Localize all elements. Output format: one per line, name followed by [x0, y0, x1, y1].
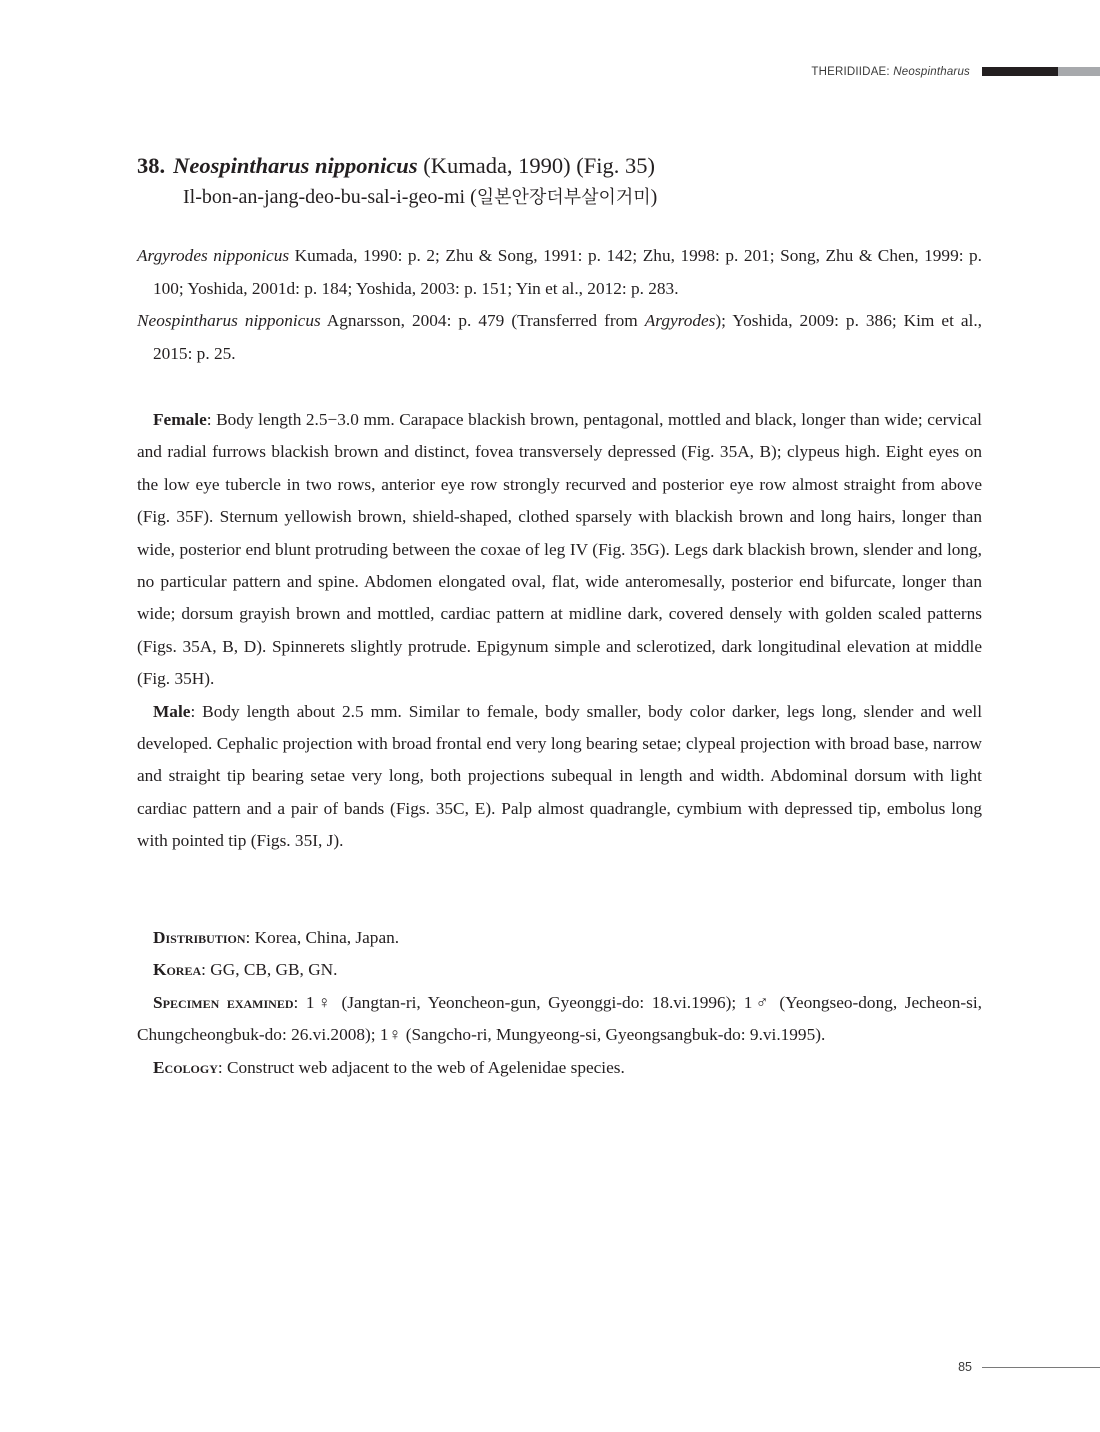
heading-line-1 — [137, 150, 997, 182]
distribution-label: Distribution — [153, 928, 246, 947]
description — [137, 404, 982, 858]
korea-text: : GG, CB, GB, GN. — [201, 960, 338, 980]
korea-paragraph — [137, 954, 982, 986]
synonym-references-cont: ); Yoshida, 2009: p. 386; Kim et al., 2015: p. 25. — [153, 311, 982, 363]
running-head-family: THERIDIIDAE: — [811, 66, 894, 78]
synonym-references: Kumada, 1990: p. 2; Zhu & Song, 1991: p. 142; Zhu, 1998: p. 201; Song, Zhu & Chen, 1999: p. 100; Yoshida, 2001d: p. 184; Yoshida, 2003: p. 151; Yin et al., 2012: p. 283. — [153, 246, 982, 298]
synonym-references: Agnarsson, 2004: p. 479 (Transferred from — [320, 311, 645, 330]
header-bar-grey — [1058, 67, 1100, 76]
synonymy-entry — [137, 240, 982, 305]
synonym-name: Argyrodes nipponicus — [137, 246, 290, 265]
specimen-paragraph — [137, 987, 982, 1052]
female-description — [137, 404, 982, 696]
records-section — [137, 922, 982, 1084]
heading-line-2 — [183, 182, 997, 213]
ecology-label: Ecology — [153, 1057, 218, 1077]
ecology-text: : Construct web adjacent to the web of Agelenidae species. — [217, 1057, 625, 1077]
running-head-genus: Neospintharus — [893, 66, 970, 78]
running-head-label — [811, 64, 970, 80]
male-label: Male — [153, 701, 191, 721]
header-bar-dark — [982, 67, 1058, 76]
specimen-label: Specimen examined — [153, 992, 294, 1012]
synonym-name: Neospintharus nipponicus — [137, 311, 321, 330]
page-number: 85 — [958, 1360, 972, 1374]
synonymy-list — [137, 240, 982, 370]
species-number: 38. — [137, 153, 166, 178]
species-korean-name: 일본안장더부살이거미 — [476, 187, 651, 208]
male-description — [137, 696, 982, 858]
distribution-paragraph — [137, 922, 982, 954]
running-head — [0, 64, 1100, 80]
species-author: (Kumada, 1990) (Fig. 35) — [417, 153, 656, 178]
female-label: Female — [153, 410, 207, 429]
ecology-paragraph — [137, 1052, 982, 1084]
transferred-genus: Argyrodes — [644, 311, 716, 330]
female-text: : Body length 2.5−3.0 mm. Carapace blackish brown, pentagonal, mottled and black, longer than wide; cervical and radial furrows blackish brown and distinct, fovea transversely depressed (Fig. 35A, B); clypeus high. Eight eyes on the low eye tubercle in two rows, anterior eye row strongly recurved and posterior eye row almost straight from above (Fig. 35F). Sternum yellowish brown, shield-shaped, clothed sparsely with blackish brown and long hairs, longer than wide, posterior end blunt protruding between the coxae of leg IV (Fig. 35G). Legs dark blackish brown, slender and long, no particular pattern and spine. Abdomen elongated oval, flat, wide anteromesally, posterior end bifurcate, longer than wide; dorsum grayish brown and mottled, cardiac pattern at midline dark, covered densely with golden scaled patterns (Figs. 35A, B, D). Spinnerets slightly protrude. Epigynum simple and sclerotized, dark longitudinal elevation at middle (Fig. 35H). — [137, 410, 982, 689]
species-heading — [137, 150, 997, 213]
korean-name-close: ) — [650, 186, 658, 208]
species-romanized-name: Il-bon-an-jang-deo-bu-sal-i-geo-mi ( — [183, 186, 477, 208]
species-scientific-name: Neospintharus nipponicus — [173, 153, 418, 178]
distribution-text: : Korea, China, Japan. — [245, 928, 400, 947]
male-text: : Body length about 2.5 mm. Similar to female, body smaller, body color darker, legs long, slender and well developed. Cephalic projection with broad frontal end very long bearing setae; clypeal projection with broad base, narrow and straight tip bearing setae very long, both projections subequal in length and width. Abdominal dorsum with light cardiac pattern and a pair of bands (Figs. 35C, E). Palp almost quadrangle, cymbium with depressed tip, embolus long with pointed tip (Figs. 35I, J). — [137, 701, 982, 851]
synonymy-entry — [137, 305, 982, 370]
specimen-text: : 1♀ (Jangtan-ri, Yeoncheon-gun, Gyeonggi-do: 18.vi.1996); 1♂ (Yeongseo-dong, Jecheon-si, Chungcheongbuk-do: 26.vi.2008); 1♀ (Sangcho-ri, Mungyeong-si, Gyeongsangbuk-do: 9.vi.1995). — [137, 992, 982, 1045]
korea-label: Korea — [153, 960, 202, 980]
footer-rule — [982, 1367, 1100, 1368]
